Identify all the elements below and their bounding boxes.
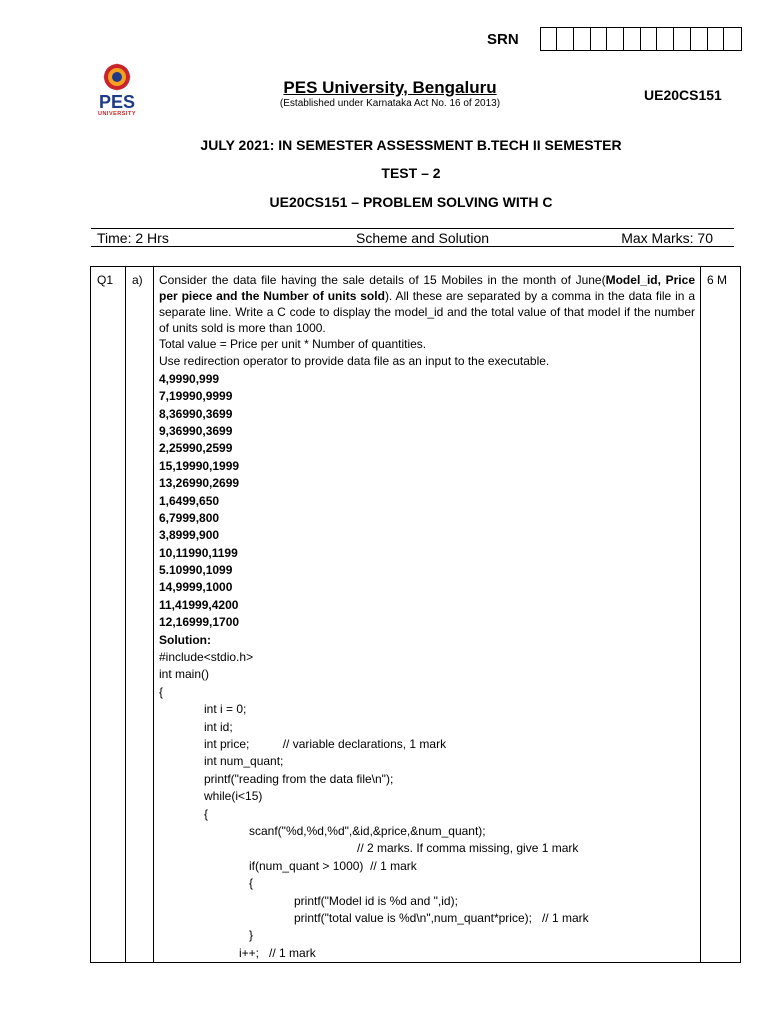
code-line: printf("total value is %d\n",num_quant*price); // 1 mark [294, 910, 589, 925]
established-note: (Established under Karnataka Act No. 16 of 2013) [279, 98, 501, 109]
code-line: printf("Model id is %d and ",id); [294, 893, 458, 908]
data-line: 4,9990,999 [159, 371, 220, 386]
data-line: 11,41999,4200 [159, 597, 239, 612]
university-title: PES University, Bengaluru [283, 78, 497, 97]
code-line: #include<stdio.h> [159, 650, 254, 665]
data-line: 6,7999,800 [159, 510, 220, 525]
data-line: 8,36990,3699 [159, 406, 233, 421]
data-line: 7,19990,9999 [159, 389, 233, 404]
data-line: 2,25990,2599 [159, 441, 233, 456]
code-line: { [204, 806, 209, 821]
data-line: 9,36990,3699 [159, 423, 233, 438]
logo-subtext: UNIVERSITY [97, 111, 136, 117]
data-line: 14,9999,1000 [159, 580, 233, 595]
srn-box [574, 28, 591, 50]
code-line: printf("reading from the data file\n"); [204, 771, 394, 786]
question-number: Q1 [97, 273, 114, 287]
data-line: 15,19990,1999 [159, 458, 240, 473]
data-line: 13,26990,2699 [159, 476, 240, 491]
srn-box [724, 28, 741, 50]
code-comment: // 2 marks. If comma missing, give 1 mark [357, 841, 579, 856]
max-marks-label: Max Marks: 70 [621, 230, 713, 246]
srn-box [541, 28, 558, 50]
srn-label: SRN [487, 30, 519, 48]
code-line: { [159, 684, 164, 699]
subject-title: UE20CS151 – PROBLEM SOLVING WITH C [269, 194, 553, 210]
question-intro [159, 272, 695, 336]
intro-text-end: ). All these are separated by a comma in the data file in a separate line. Write a C code to display the model_id and the total value of that model if the number of units sold is more than 1000. [159, 289, 696, 335]
solution-label: Solution: [159, 632, 211, 647]
question-marks: 6 M [707, 273, 728, 287]
column-divider [153, 267, 154, 962]
logo-text: PES [98, 92, 136, 112]
exam-title: JULY 2021: IN SEMESTER ASSESSMENT B.TECH II SEMESTER [200, 137, 622, 153]
code-line: scanf("%d,%d,%d",&id,&price,&num_quant); [249, 823, 486, 838]
srn-box [674, 28, 691, 50]
srn-box [624, 28, 641, 50]
srn-box [641, 28, 658, 50]
data-line: 10,11990,1199 [159, 545, 238, 560]
data-line: 12,16999,1700 [159, 615, 240, 630]
scheme-label: Scheme and Solution [356, 230, 490, 246]
srn-box [708, 28, 725, 50]
data-line: 1,6499,650 [159, 493, 220, 508]
formula-text: Total value = Price per unit * Number of quantities. [159, 337, 427, 351]
question-content [159, 272, 695, 962]
data-line: 3,8999,900 [159, 528, 220, 543]
srn-box [691, 28, 708, 50]
test-title: TEST – 2 [381, 165, 441, 181]
data-line: 5.10990,1099 [159, 563, 233, 578]
code-line: int i = 0; [204, 702, 247, 717]
code-line: if(num_quant > 1000) // 1 mark [249, 858, 417, 873]
code-line: } [249, 928, 254, 943]
code-line: int main() [159, 667, 210, 682]
srn-field [487, 27, 742, 51]
code-line: while(i<15) [204, 789, 263, 804]
question-part: a) [132, 273, 143, 287]
code-line: int id; [204, 719, 233, 734]
question-table [90, 266, 741, 963]
srn-box [557, 28, 574, 50]
redirect-note: Use redirection operator to provide data file as an input to the executable. [159, 354, 550, 369]
code-line: int price; // variable declarations, 1 mark [204, 736, 447, 751]
intro-text: Consider the data file having the sale details of 15 Mobiles in the month of June( [159, 273, 606, 287]
course-code: UE20CS151 [644, 87, 722, 103]
code-line: i++; // 1 mark [239, 945, 316, 960]
srn-boxes [540, 27, 742, 51]
srn-box [591, 28, 608, 50]
srn-box [657, 28, 674, 50]
exam-info-row [91, 228, 734, 247]
column-divider [700, 267, 701, 962]
column-divider [125, 267, 126, 962]
code-line: { [249, 876, 254, 891]
code-line: int num_quant; [204, 754, 284, 769]
srn-box [607, 28, 624, 50]
time-label: Time: 2 Hrs [97, 230, 169, 246]
intro-bold-text: Model_id, Price per piece and the Number of units sold [159, 273, 695, 303]
